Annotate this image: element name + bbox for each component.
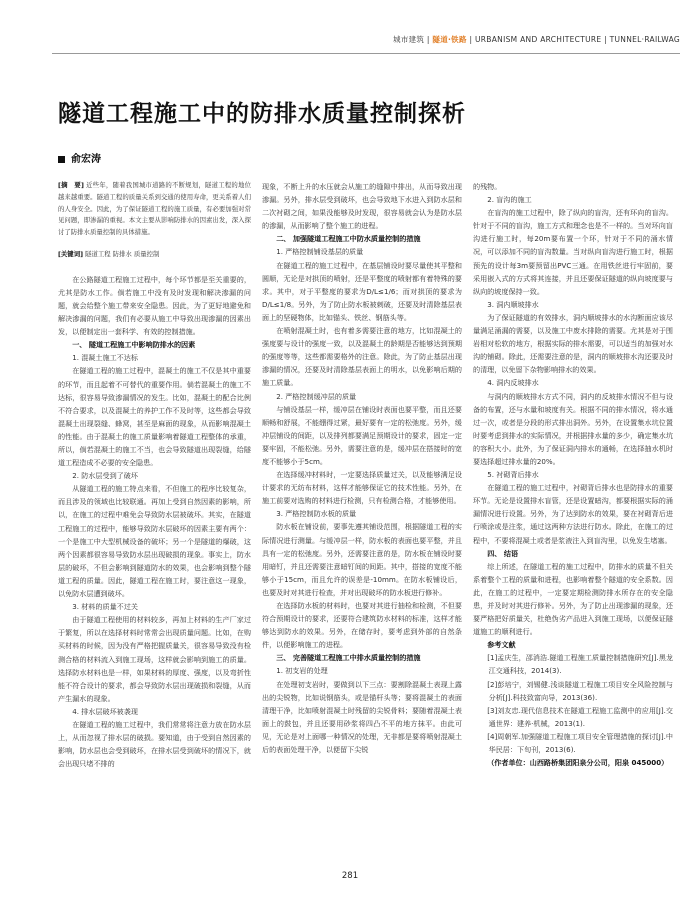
reference-item: [4]周朝军.加强隧道工程施工项目安全管理措施的探讨[J].中华民居：下旬刊，2013(6). bbox=[487, 731, 673, 755]
reference-item: [3]刘友忠.现代信息技术在隧道工程施工监测中的应用[J].交通世界：建养·机械，2013(1). bbox=[487, 705, 673, 728]
paragraph: 现象，不断上升的水压就会从施工的缝隙中排出，从而导致出现渗漏。另外，排水层受到破坏，也会导致地下水进入到防水层和二次衬砌之间，如果没能够及时发现，很容易就会认为是防水层的渗漏，从而影响了整个施工的进程。 bbox=[262, 182, 462, 231]
subsection-heading: 3. 洞内顺坡排水 bbox=[487, 299, 539, 309]
subsection-heading: 1. 严格控制铺设基层的质量 bbox=[276, 247, 364, 257]
article-title: 隧道工程施工中的防排水质量控制探析 bbox=[58, 101, 466, 127]
subsection-heading: 4. 排水层破坏被袭现 bbox=[72, 706, 138, 716]
paragraph: 在隧道工程的施工过程中，在基层铺设时要尽量使其平整和圆顺，无论是对拱顶的喷射，还是平整度的喷射都有着特殊的要求。其中，对于平整度的要求为D/L≤1/6；而对拱顶的要求为D/L≤1/8。另外，为了防止防水板被刺破，还要及时清除基层表面上的坚硬物体，比如锚头、铁丝、钢筋头等。 bbox=[262, 260, 462, 322]
subsection-heading: 5. 衬砌背后排水 bbox=[487, 470, 539, 480]
paragraph: 防水板在铺设前，要事先遵其铺设范围，根据隧道工程的实际情况进行测量。与缓冲层一样，防水板的表面也要平整，并且具有一定的松弛度。另外，还需要注意的是，防水板在铺设时要用暗钉，并且还需要注意暗钉间的间距。其中，搭接的宽度不能够小于15cm，而且允许的误差是-10mm。在防水板铺设后，也要及时对其进行检查，并对出现破坏的防水板进行修补。 bbox=[262, 522, 462, 597]
abstract bbox=[58, 180, 251, 239]
subsection-heading: 3. 材料的质量不过关 bbox=[72, 602, 138, 612]
abstract-text: 近些年，随着我国城市道路的不断规划，隧道工程的地位越来越重要。隧道工程的质量关系到交通的使用寿命，更关系着人们的人身安全。因此，为了保证隧道工程的施工质量，有必要加强对常见问题，即渗漏的重视。本文主要从影响防排水的因素出发，深入探讨了防排水质量控制的具体措施。 bbox=[58, 181, 251, 237]
section-heading: 四、 结语 bbox=[487, 548, 519, 558]
header-category-en: TUNNEL·RAILWAG bbox=[609, 35, 680, 44]
header-journal-en: URBANISM AND ARCHITECTURE bbox=[474, 35, 602, 44]
square-bullet-icon bbox=[58, 156, 65, 163]
paragraph: 与铺设基层一样，缓冲层在铺设时表面也要平整，而且还要顺畅和舒展，不能绷得过紧，最好要有一定的松弛度。另外，缓冲层铺设的间距，以及排列都要满足预期设计的要求，固定一定要牢固，不能松弛。另外，需要注意的是，缓冲层在搭接时的宽度不能够小于5cm。 bbox=[262, 404, 462, 466]
header-section: 城市建筑 bbox=[393, 35, 425, 44]
author-affiliation: （作者单位：山西路桥集团阳泉分公司，阳泉 045000） bbox=[487, 758, 669, 768]
subsection-heading: 2. 盲沟的施工 bbox=[487, 195, 532, 205]
header-category: 隧道·铁路 bbox=[432, 35, 467, 44]
section-heading: 三、 完善隧道工程施工中排水质量控制的措施 bbox=[276, 653, 421, 663]
paragraph: 在选择缓冲材料时，一定要选择质量过关，以及能够满足设计要求的无纺布材料，这样才能够保证它的技术性能。另外，在施工前要对选购的材料进行检测，只有检测合格，才能够使用。 bbox=[262, 470, 462, 506]
reference-item: [2]彭培宁，刘锡健.浅谈隧道工程施工项目安全风险控制与分析[J].科技致富向导，2013(36). bbox=[487, 679, 673, 702]
abstract-label: [摘 要] bbox=[58, 181, 84, 189]
subsection-heading: 2. 严格控制缓冲层的质量 bbox=[276, 391, 357, 401]
subsection-heading: 1. 混凝土施工不达标 bbox=[72, 353, 138, 363]
subsection-heading: 2. 防水层受到了破坏 bbox=[72, 471, 138, 481]
reference-item: [1]孟庆生，邵消浩.隧道工程施工质量控制措施研究[J].黑龙江交通科技，2014(3). bbox=[487, 653, 673, 676]
column-3 bbox=[473, 180, 673, 769]
subsection-heading: 3. 严格控制防水板的质量 bbox=[276, 509, 357, 519]
paragraph: 在盲沟的施工过程中，除了纵向的盲沟，还有环向的盲沟。针对于不同的盲沟，施工方式和理念也是不一样的。当对环向盲沟进行施工时，每20m要布置一个环，针对于不同的涌水情况，可以添加不同的盲沟数量。当对纵向盲沟进行施工时，根据预先的设计每3m要预留出PVC三通。在用铁丝进行牢固前，要采用嵌入式的方式将其连接，并且还要保证隧道的纵向坡度要与纵向的坡度保持一致。 bbox=[473, 208, 673, 296]
column-2 bbox=[262, 180, 462, 756]
section-heading: 二、 加强隧道工程施工中防水质量控制的措施 bbox=[276, 234, 421, 244]
references-heading: 参考文献 bbox=[487, 640, 516, 650]
paragraph: 的残物。 bbox=[473, 182, 502, 191]
subsection-heading: 4. 洞内反坡排水 bbox=[487, 378, 539, 388]
journal-header: 城市建筑 | 隧道·铁路 | URBANISM AND ARCHITECTURE | TUNNEL·RAILWAG bbox=[393, 35, 680, 44]
paragraph: 在处理初支岩时，要做到以下三点：要割除混凝土表现上露出的尖锐物，比如说钢筋头，或是锚杆头等；要将混凝土的表面清理干净，比如喷射混凝土时残留的尖锐骨料；要随着混凝土表面上的鼓包，并且还要用砂浆将四凸不平的地方抹平。由此可见，无论是对上面哪一种情况的处理，无非都是要将喷射混凝土后的表面处理干净，以便留下尖锐 bbox=[262, 679, 462, 755]
keywords-label: [关键词] bbox=[58, 249, 84, 258]
subsection-heading: 1. 初支岩的处理 bbox=[276, 666, 328, 676]
paragraph: 在隧道工程的施工过程中，我们常常将注意力放在防水层上，从而忽视了排水层的破损。要知道，由于受到自然因素的影响，防水层也会受到破坏，在排水层受到破坏的情况下，就会出现只堵不排的 bbox=[58, 719, 251, 769]
paragraph: 在选择防水板的材料时，也要对其进行抽检和检测，不但要符合预期设计的要求，还要符合建筑防水材料的标准，这样才能够达到防水的效果。另外，在储存时，要考虑到外部的自然条件，以便影响施工的进程。 bbox=[262, 601, 462, 650]
keywords bbox=[58, 249, 251, 261]
paragraph: 为了保证隧道的有效排水，洞内顺坡排水的水沟断面应该尽量满足涌漏的需要，以及施工中废水排除的需要。尤其是对于围岩相对松软的地方，根据实际的排水需要，可以适当的加强对水沟的铺砌。除此，还需要注意的是，洞内的顺坡排水沟还要及时的清理，以免留下杂物影响排水的效果。 bbox=[473, 312, 673, 375]
paragraph: 在隧道工程的施工过程中，混凝土的施工不仅是其中重要的环节，而且起着不可替代的重要作用。倘若混凝土的施工不达标，很容易导致渗漏情况的发生。比如，混凝土的配合比例不符合要求，以及混凝土的养护工作不及时等，这些都会导致混凝土出现裂缝、蜂窝，甚至是麻面的现象，从而影响混凝土的性能。由于混凝土的施工质量影响着隧道工程整体的承重，所以，倘若混凝土的施工不当，也会导致隧道出现裂缝，给隧道工程造成不必要的安全隐患。 bbox=[58, 366, 251, 468]
author-name: 俞宏涛 bbox=[71, 154, 101, 165]
header-divider bbox=[52, 53, 680, 54]
paragraph: 综上所述，在隧道工程的施工过程中，防排水的质量不但关系着整个工程的质量和进程，也影响着整个隧道的安全系数。因此，在施工的过程中，一定要定期检测防排水所存在的安全隐患，并及时对其进行修补。另外，为了防止出现渗漏的现象，还要严格把好质量关，杜绝伪劣产品进入到施工现场，以便保证隧道施工的顺利进行。 bbox=[473, 561, 673, 637]
paragraph: 与洞内的顺坡排水方式不同，洞内的反坡排水情况不但与设备的布置，还与水量和坡度有关。根据不同的排水情况，将水通过一次，或者是分段的形式排出洞外。另外，在设置集水坑位置时要考虑到排水的实际情况，并根据排水量的多少，确定集水坑的容积大小。此外，为了保证洞内排水的通畅，在选择抽水机时要选择超过排水量的20%。 bbox=[473, 391, 673, 466]
paragraph: 在喷射混凝土时，也有着多需要注意的地方，比如混凝土的强度要与设计的强度一致，以及混凝土的龄期是否能够达到预期的强度等等，这些都需要格外的注意。除此，为了防止基层出现渗漏的情况，还要及时清除基层表面上的明水，以免影响后期的施工质量。 bbox=[262, 326, 462, 388]
keywords-text: 隧道工程 防排水 质量控制 bbox=[85, 249, 160, 258]
intro-paragraph: 在公路隧道工程施工过程中，每个环节都是至关重要的，尤其是防水工作。倘若施工中没有及时发现和解决渗漏的问题，就会给整个施工带来安全隐患。因此，为了更好地避免和解决渗漏的问题，我们有必要从施工中导致出现渗漏的因素出发，以便制定出一套科学、有效的控制措施。 bbox=[58, 274, 251, 337]
paragraph: 由于隧道工程使用的材料较多，再加上材料的生产厂家过于繁复，所以在选择材料时常常会出现质量问题。比如，在购买材料的时候，因为没有严格把握质量关，很容易导致没有检测合格的材料流入到施工现场，这样就会影响到施工的质量。选择防水材料也是一样，如果材料的厚度、强度，以及弯折性能不符合设计的要求，都会导致防水层出现破损和裂缝，从而产生漏水的现象。 bbox=[58, 615, 251, 703]
paragraph: 在隧道工程的施工过程中，衬砌背后排水也是防排水的重要环节。无论是设置排水盲管，还是设置暗沟，都要根据实际的涌漏情况进行设置。另外，为了达到防水的效果，要在衬砌背后进行喷涂或是注浆，通过这两种方法进行防水。除此，在施工的过程中，不要将混凝土或者是浆液注入到盲沟里，以免发生堵塞。 bbox=[473, 483, 673, 545]
author-line bbox=[58, 150, 101, 165]
column-1 bbox=[58, 180, 251, 770]
paragraph: 从隧道工程的施工特点来看，不但施工的程序比较复杂，而且涉及的领域也比较联通。再加上受到自然因素的影响，所以，在施工的过程中难免会导致防水层被破坏。其实，在隧道工程施工的过程中，能够导致防水层破坏的因素主要有两个：一个是施工中大型机械设备的破坏；另一个是隧道的爆破，这两个因素都很容易导致防水层出现破损的现象。事实上，防水层的破坏，不但会影响到隧道防水的效果，也会影响到整个隧道工程的质量。因此，隧道工程在施工时，要注意这一现象，以免防水层遭到破坏。 bbox=[58, 484, 251, 599]
page-number: 281 bbox=[341, 871, 359, 881]
section-heading: 一、 隧道工程施工中影响防排水的因素 bbox=[72, 340, 196, 350]
